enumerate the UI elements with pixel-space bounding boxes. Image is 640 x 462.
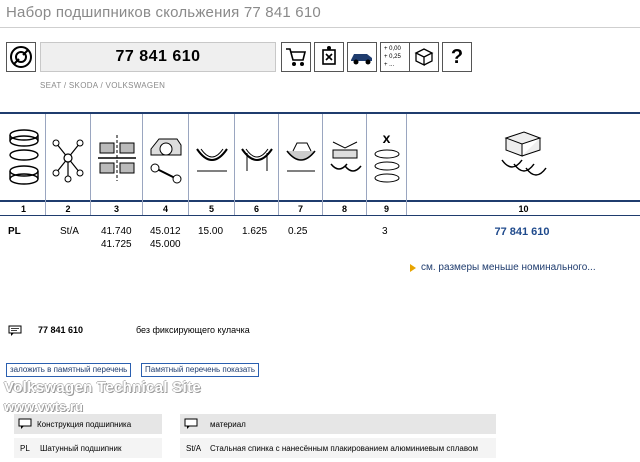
watermark-title: Volkswagen Technical Site [4,379,202,396]
inner-diameter-icon [91,122,142,194]
arrow-right-icon [410,264,416,272]
box-icon[interactable] [409,42,439,72]
tolerance-value-3: + ... [384,62,395,68]
legend-construction-title: Конструкция подшипника [37,419,132,429]
bearing-set-icon[interactable] [6,42,36,72]
cell-inner-diameter-min: 41.725 [101,239,132,250]
title-divider [0,27,640,28]
legend-material-title: материал [210,419,246,429]
cell-wall-thickness: 1.625 [242,226,268,237]
undersize-link[interactable] [410,262,596,273]
spec-table [0,112,640,227]
column-number-3: 3 [113,204,119,214]
column-number-10: 10 [518,204,529,214]
housing-bore-icon [143,122,188,194]
bearing-stack-icon [2,122,45,194]
cell-housing-bore-min: 45.000 [150,239,181,250]
oversize-icon [279,122,322,194]
note-text: без фиксирующего кулачка [136,325,250,335]
tolerance-value-2: + 0,25 [384,54,401,60]
quantity-icon [367,122,406,194]
column-number-6: 6 [253,204,259,214]
column-number-8: 8 [341,204,347,214]
comment-icon [18,418,32,430]
cell-material: St/A [60,226,79,237]
table-top-rule [0,112,640,114]
material-molecule-icon [46,122,90,194]
column-number-4: 4 [162,204,168,214]
page-title: Набор подшипников скольжения 77 841 610 [6,4,321,21]
legend-material-code: St/A [186,443,202,453]
brand-list: SEAT / SKODA / VOLKSWAGEN [40,81,166,90]
cell-width: 15.00 [198,226,224,237]
bearing-set-image-icon [407,122,640,194]
column-number-9: 9 [383,204,389,214]
shell-width-icon [189,122,234,194]
legend-construction-value: Шатунный подшипник [40,443,122,453]
legend-construction [14,414,162,462]
legend-material [180,414,496,462]
engine-icon[interactable] [314,42,344,72]
comment-icon [8,325,22,337]
add-to-memo-button[interactable]: заложить в памятный перечень [6,363,131,377]
legend-construction-header [14,414,162,434]
column-number-5: 5 [208,204,214,214]
tolerance-icon[interactable] [380,42,410,72]
show-memo-button[interactable]: Памятный перечень показать [141,363,259,377]
column-number-7: 7 [297,204,303,214]
part-number-display: 77 841 610 [40,42,276,72]
cart-icon[interactable] [281,42,311,72]
legend-material-row [180,438,496,458]
column-number-2: 2 [65,204,71,214]
tolerance-value-1: + 0,00 [384,46,401,52]
column-number-1: 1 [20,204,26,214]
undersize-link-label: см. размеры меньше номинального... [421,262,596,273]
cell-quantity: 3 [382,226,388,237]
car-icon[interactable] [347,42,377,72]
part-number-link[interactable]: 77 841 610 [494,226,550,238]
wall-thickness-icon [235,122,278,194]
legend-material-header [180,414,496,434]
help-icon[interactable]: ? [442,42,472,72]
comment-icon [184,418,198,430]
legend-construction-code: PL [20,443,30,453]
legend-construction-row [14,438,162,458]
part-note [8,325,250,337]
cell-construction: PL [8,226,21,237]
cell-housing-bore-max: 45.012 [150,226,181,237]
cell-inner-diameter-max: 41.740 [101,226,132,237]
note-part-number: 77 841 610 [38,325,84,335]
quantity-mark: x [382,130,391,146]
legend-material-value: Стальная спинка с нанесённым плакированием алюминиевым сплавом [210,443,478,453]
cell-oversize: 0.25 [288,226,308,237]
bearing-pair-icon [323,122,366,194]
watermark-url: www.vwts.ru [4,399,83,414]
